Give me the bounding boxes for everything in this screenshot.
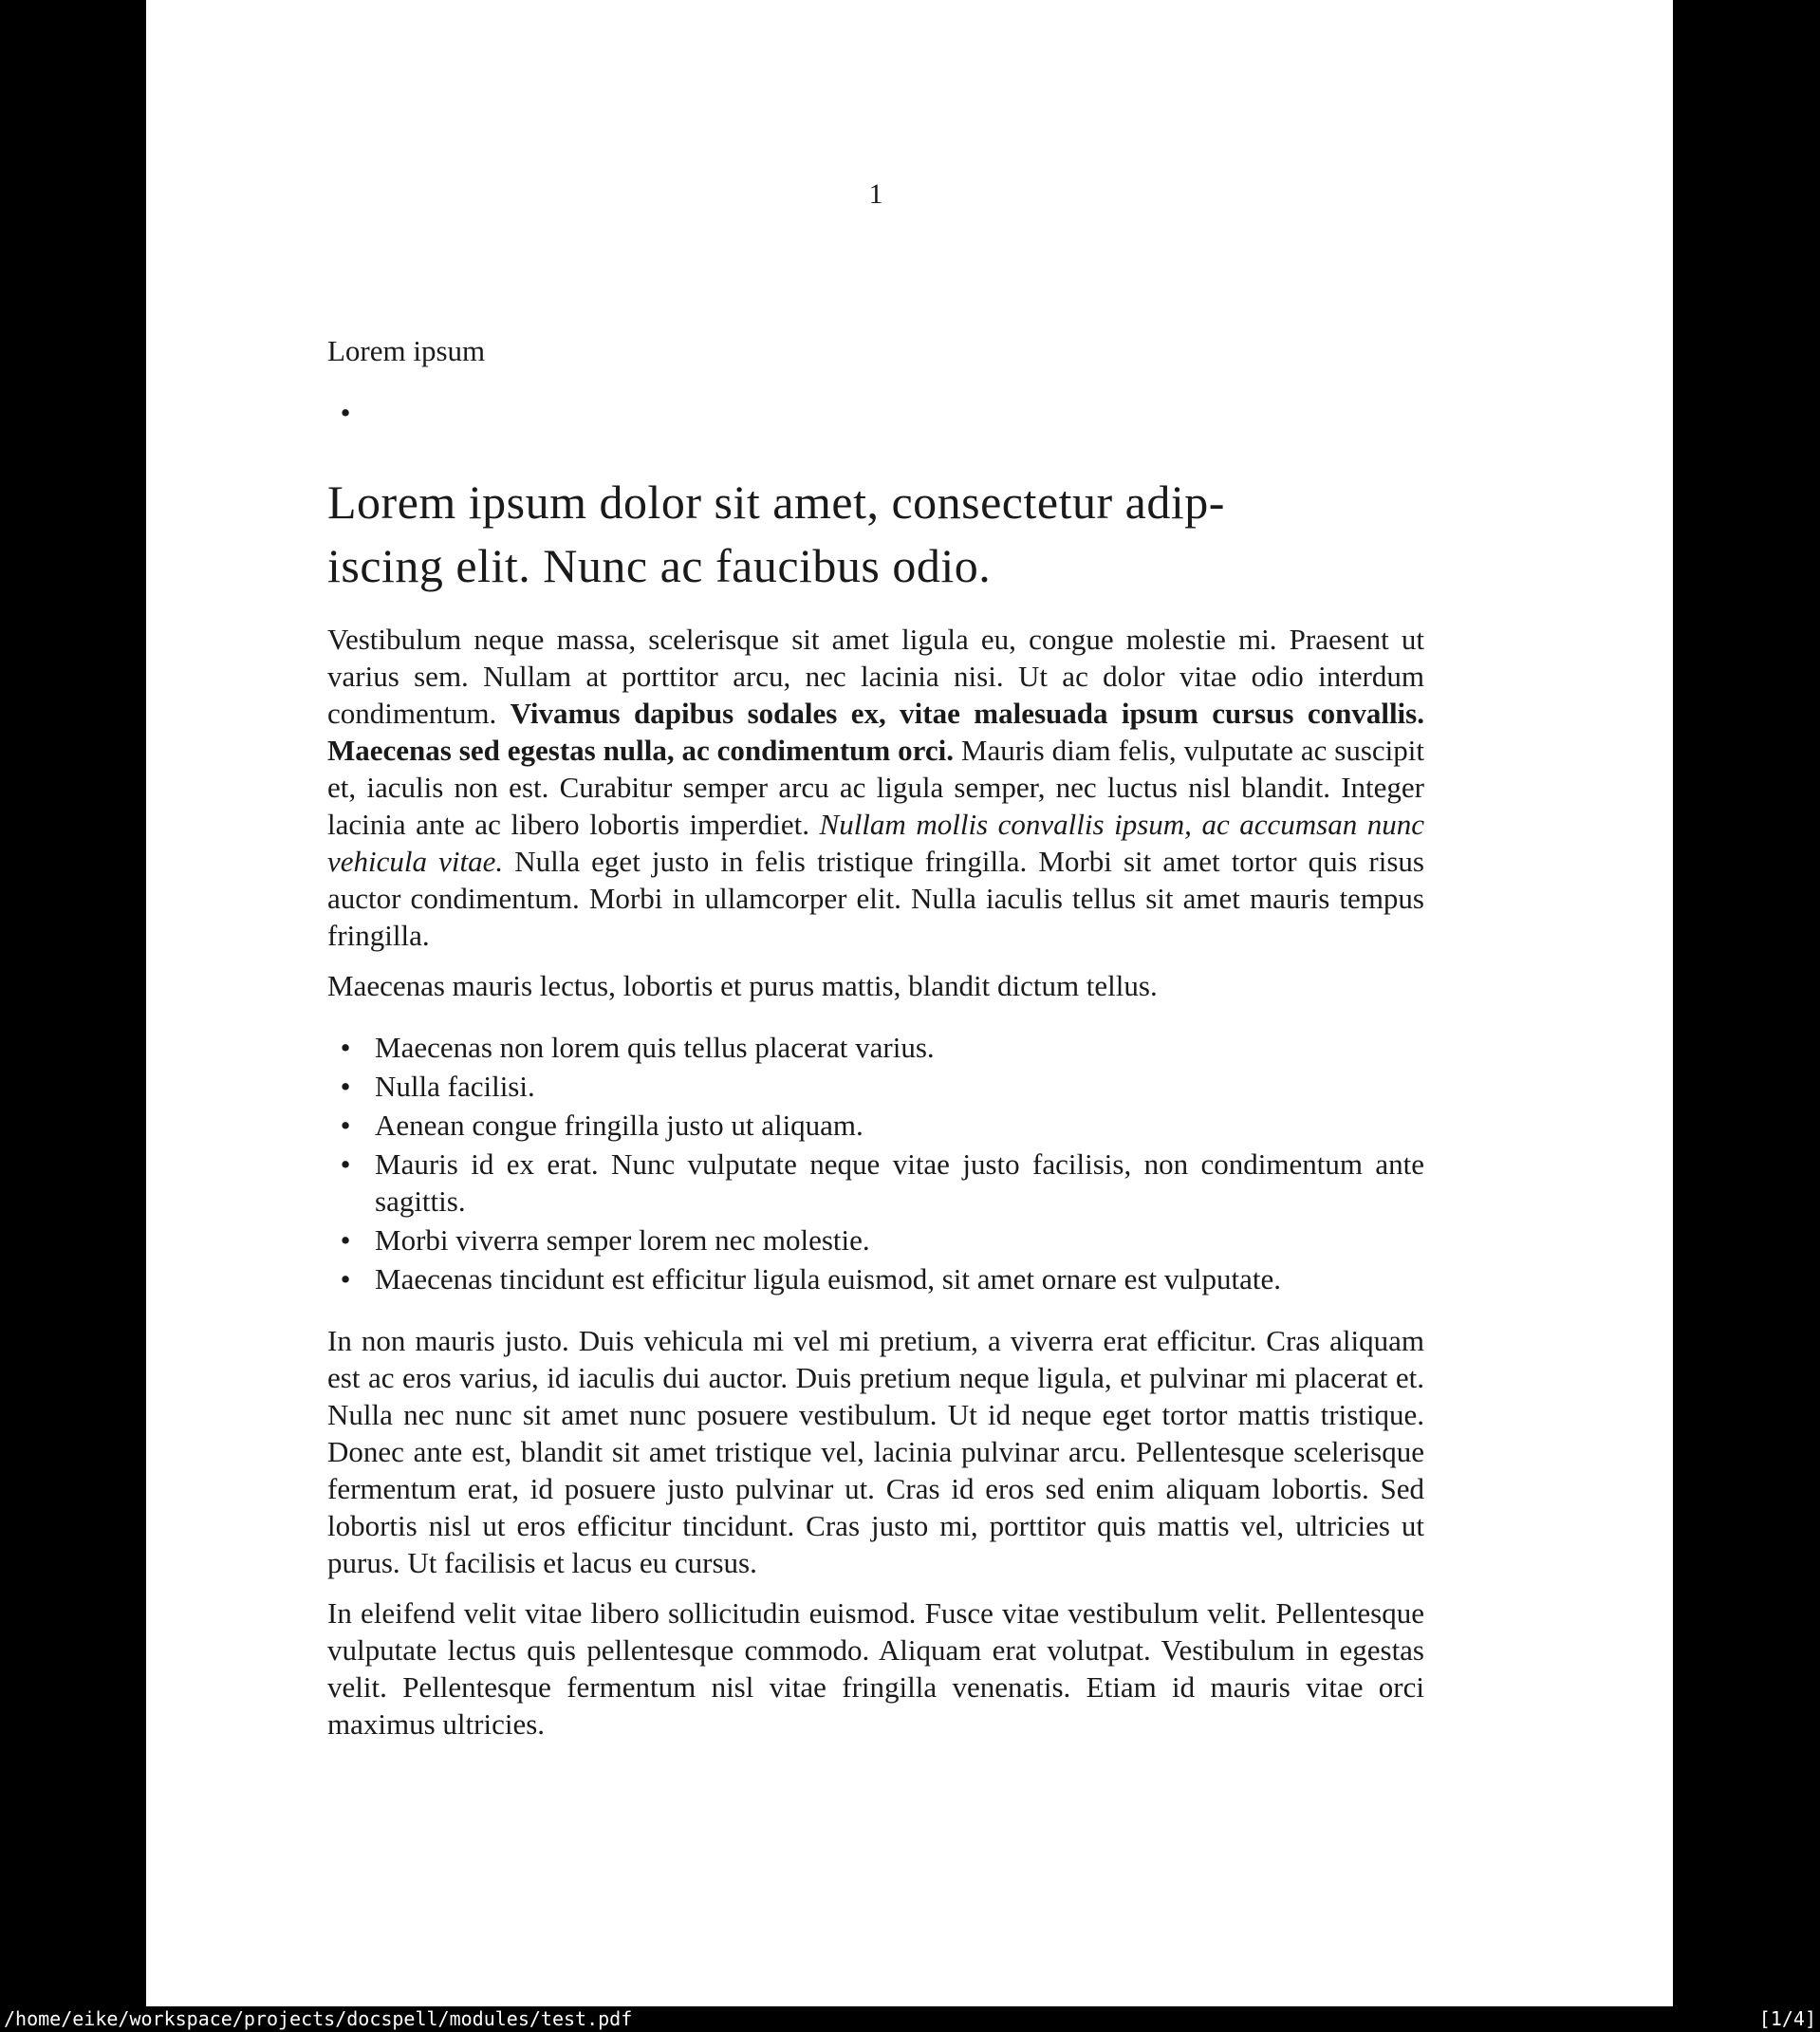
list-item-text: Morbi viverra semper lorem nec molestie. bbox=[375, 1223, 870, 1257]
list-item-text: Aenean congue fringilla justo ut aliquam. bbox=[375, 1109, 864, 1142]
pdf-page[interactable] bbox=[146, 0, 1673, 2006]
bullet-icon: • bbox=[340, 1147, 351, 1181]
list-item-text: Maecenas non lorem quis tellus placerat varius. bbox=[375, 1031, 935, 1064]
page-indicator: [1/4] bbox=[1758, 2007, 1816, 2030]
list-item bbox=[327, 1221, 1424, 1258]
paragraph-3: In non mauris justo. Duis vehicula mi vel mi pretium, a viverra erat efficitur. Cras aliquam est ac eros varius, id iaculis dui auctor. Duis pretium neque ligula, et pulvinar mi placerat et. Nulla nec nunc sit amet nunc posuere vestibulum. Ut id neque eget tortor mattis tristique. Donec ante est, blandit sit amet tristique vel, lacinia pulvinar arcu. Pellentesque scelerisque fermentum erat, id posuere justo pulvinar ut. Cras id eros sed enim aliquam lobortis. Sed lobortis nisl ut eros efficitur tincidunt. Cras justo mi, porttitor quis mattis vel, ultricies ut purus. Ut facilisis et lacus eu cursus. bbox=[327, 1324, 1424, 1579]
list-item-text: Mauris id ex erat. Nunc vulputate neque vitae justo facilisis, non condimentum ante sagittis. bbox=[375, 1147, 1424, 1218]
page-number: 1 bbox=[868, 178, 883, 210]
bullet-icon: • bbox=[340, 1109, 351, 1142]
list-item-text: Maecenas tincidunt est efficitur ligula euismod, sit amet ornare est vulputate. bbox=[375, 1262, 1281, 1296]
paragraph-1 bbox=[327, 621, 1424, 954]
list-item bbox=[327, 1068, 1424, 1105]
list-item bbox=[327, 1260, 1424, 1297]
paragraph-4: In eleifend velit vitae libero sollicitudin euismod. Fusce vitae vestibulum velit. Pellentesque vulputate lectus quis pellentesque commodo. Aliquam erat volutpat. Vestibulum in egestas velit. Pellentesque fermentum nisl vitae fringilla venenatis. Etiam id mauris vitae orci maximus ultricies. bbox=[327, 1596, 1424, 1741]
bullet-list bbox=[327, 1029, 1424, 1297]
bullet-icon: • bbox=[340, 1070, 351, 1103]
document-content bbox=[327, 332, 1424, 1743]
list-item bbox=[327, 1146, 1424, 1220]
paragraph-1-italic-segment: Nullam mollis convallis ipsum, ac accumsan nunc vehicula vitae. bbox=[327, 808, 1424, 878]
heading-line-1: Lorem ipsum dolor sit amet, consectetur adip- bbox=[327, 475, 1225, 529]
paragraph-1-text: Mauris diam felis, vulputate ac suscipit et, iaculis non est. Curabitur semper arcu ac ligula semper, nec luctus nisl blandit. Integer lacinia ante ac libero lobortis imperdiet. bbox=[327, 734, 1425, 841]
paragraph-2: Maecenas mauris lectus, lobortis et purus mattis, blandit dictum tellus. bbox=[327, 969, 1158, 1002]
empty-list-item bbox=[327, 394, 1424, 431]
document-heading bbox=[327, 471, 1424, 598]
paragraph-1-bold-segment: Vivamus dapibus sodales ex, vitae malesuada ipsum cursus convallis. Maecenas sed egestas nulla, ac condimentum orci. bbox=[327, 697, 1424, 767]
list-item bbox=[327, 1107, 1424, 1144]
list-item bbox=[327, 1029, 1424, 1066]
intro-paragraph: Lorem ipsum bbox=[327, 334, 486, 367]
bullet-icon: • bbox=[340, 1262, 351, 1296]
file-path: /home/eike/workspace/projects/docspell/modules/test.pdf bbox=[4, 2007, 633, 2030]
bullet-icon: • bbox=[340, 1223, 351, 1257]
paragraph-1-text: Nulla eget justo in felis tristique fringilla. Morbi sit amet tortor quis risus auctor condimentum. Morbi in ullamcorper elit. Nulla iaculis tellus sit amet mauris tempus fringilla. bbox=[327, 845, 1425, 952]
bullet-icon: • bbox=[340, 396, 351, 429]
paragraph-1-text: Vestibulum neque massa, scelerisque sit amet ligula eu, congue molestie mi. Praesent ut varius sem. Nullam at porttitor arcu, nec lacinia nisi. Ut ac dolor vitae odio interdum condimentum. bbox=[327, 623, 1424, 730]
statusbar bbox=[0, 2006, 1820, 2032]
heading-line-2: iscing elit. Nunc ac faucibus odio. bbox=[327, 539, 992, 592]
list-item-text: Nulla facilisi. bbox=[375, 1070, 535, 1103]
bullet-icon: • bbox=[340, 1031, 351, 1064]
